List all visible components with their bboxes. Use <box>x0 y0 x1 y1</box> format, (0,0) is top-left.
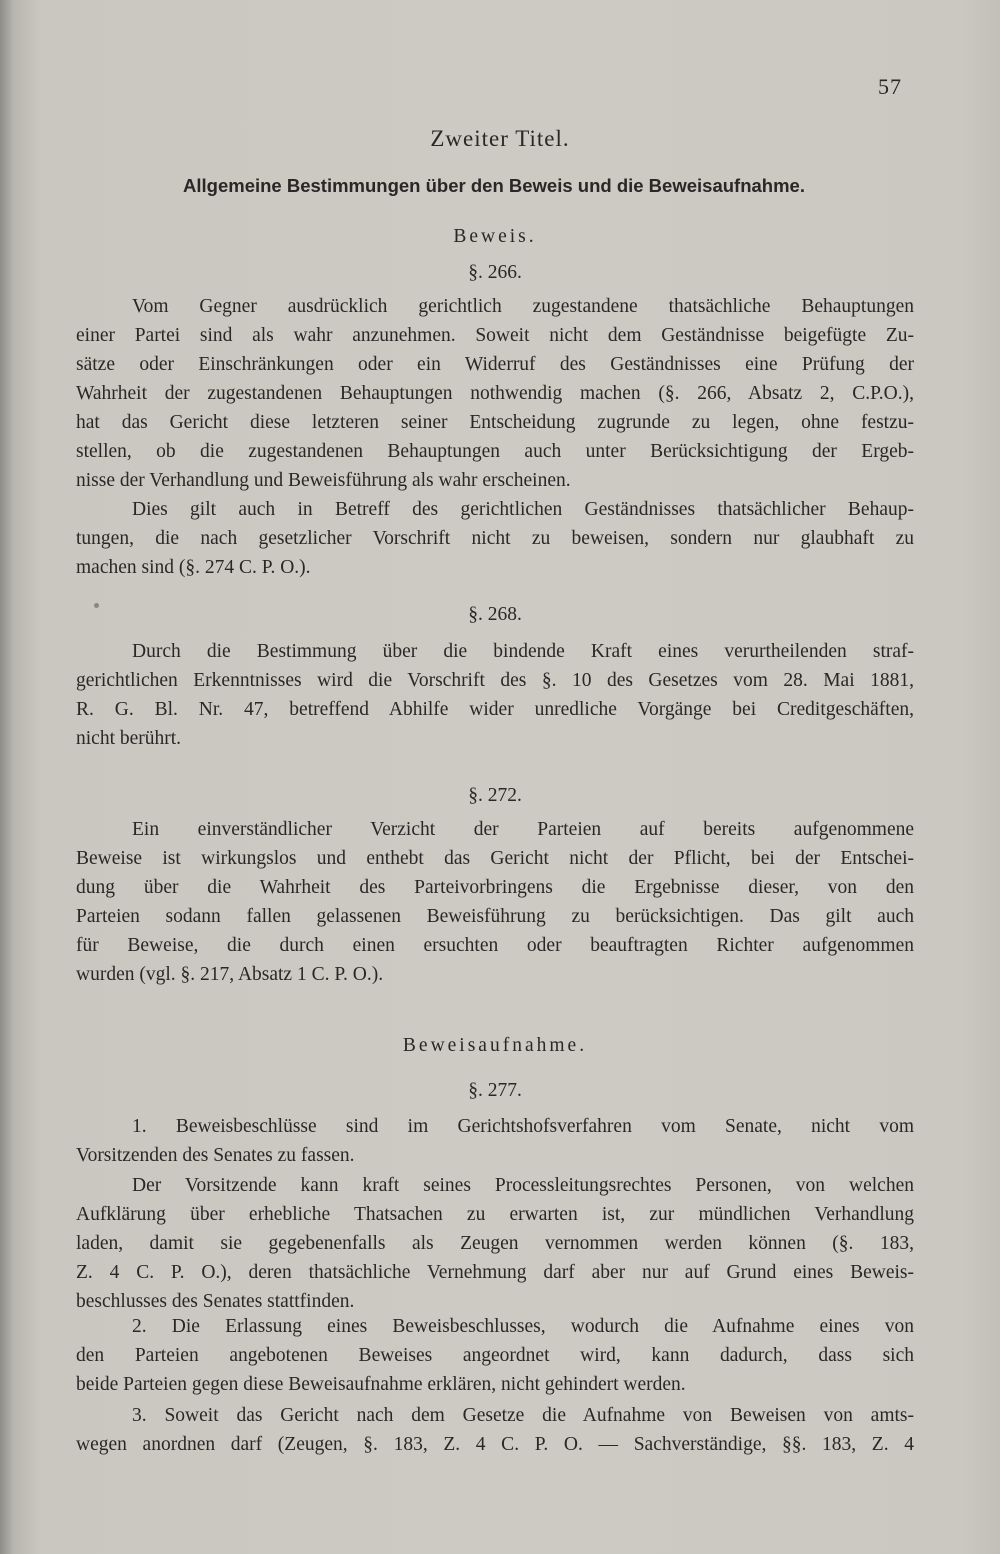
section-heading-beweisaufnahme: Beweisaufnahme. <box>402 1035 588 1056</box>
text-line: 2. Die Erlassung eines Beweisbeschlusses, wodurch die Aufnahme eines von <box>132 1316 914 1337</box>
text-line: Durch die Bestimmung über die bindende Kraft eines verurtheilenden straf- <box>132 641 914 662</box>
text-line: Dies gilt auch in Betreff des gerichtlichen Geständnisses thatsächlicher Behaup- <box>132 499 914 520</box>
text-line: Wahrheit der zugestandenen Behauptungen nothwendig machen (§. 266, Absatz 2, C.P.O.), <box>76 383 914 404</box>
text-line: Beweise ist wirkungslos und enthebt das Gericht nicht der Pflicht, bei der Entschei- <box>76 848 914 869</box>
text-line: den Parteien angebotenen Beweises angeordnet wird, kann dadurch, dass sich <box>76 1345 914 1366</box>
chapter-title: Zweiter Titel. <box>430 126 570 151</box>
text-line: 1. Beweisbeschlüsse sind im Gerichtshofsverfahren vom Senate, nicht vom <box>132 1116 914 1137</box>
text-line: hat das Gericht diese letzteren seiner Entscheidung zugrunde zu legen, ohne festzu- <box>76 412 914 433</box>
text-line: Ein einverständlicher Verzicht der Parteien auf bereits aufgenommene <box>132 819 914 840</box>
text-line: einer Partei sind als wahr anzunehmen. Soweit nicht dem Geständnisse beigefügte Zu- <box>76 325 914 346</box>
paragraph-268-text-1 <box>76 637 914 753</box>
text-line: wegen anordnen darf (Zeugen, §. 183, Z. 4 C. P. O. — Sachverständige, §§. 183, Z. 4 <box>76 1434 914 1455</box>
page-number: 57 <box>878 74 902 99</box>
text-line: laden, damit sie gegebenenfalls als Zeugen vernommen werden können (§. 183, <box>76 1233 914 1254</box>
section-heading-beweis: Beweis. <box>453 226 537 247</box>
text-line: stellen, ob die zugestandenen Behauptungen auch unter Berücksichtigung der Ergeb- <box>76 441 914 462</box>
text-line: 3. Soweit das Gericht nach dem Gesetze die Aufnahme von Beweisen von amts- <box>132 1405 914 1426</box>
text-line: beide Parteien gegen diese Beweisaufnahme erklären, nicht gehindert werden. <box>76 1374 686 1395</box>
text-line: nisse der Verhandlung und Beweisführung als wahr erscheinen. <box>76 470 571 491</box>
text-line: Vom Gegner ausdrücklich gerichtlich zugestandene thatsächliche Behauptungen <box>132 296 914 317</box>
text-line: beschlusses des Senates stattfinden. <box>76 1291 355 1312</box>
paragraph-266-text-2 <box>76 495 914 582</box>
text-line: tungen, die nach gesetzlicher Vorschrift nicht zu beweisen, sondern nur glaubhaft zu <box>76 528 914 549</box>
paragraph-277-text-3 <box>76 1312 914 1399</box>
paragraph-number-266: §. 266. <box>468 262 522 283</box>
text-line: für Beweise, die durch einen ersuchten oder beauftragten Richter aufgenommen <box>76 935 914 956</box>
paragraph-277-text-4 <box>76 1401 914 1459</box>
text-line: Aufklärung über erhebliche Thatsachen zu erwarten ist, zur mündlichen Verhandlung <box>76 1204 914 1225</box>
paragraph-number-277: §. 277. <box>468 1080 522 1101</box>
text-line: Parteien sodann fallen gelassenen Beweisführung zu berücksichtigen. Das gilt auch <box>76 906 914 927</box>
text-line: machen sind (§. 274 C. P. O.). <box>76 557 311 578</box>
text-line: R. G. Bl. Nr. 47, betreffend Abhilfe wider unredliche Vorgänge bei Creditgeschäften, <box>76 699 914 720</box>
text-line: dung über die Wahrheit des Parteivorbringens die Ergebnisse dieser, von den <box>76 877 914 898</box>
text-line: nicht berührt. <box>76 728 182 749</box>
paragraph-number-268: §. 268. <box>468 604 522 625</box>
paragraph-number-272: §. 272. <box>468 785 522 806</box>
paragraph-277-text-1 <box>76 1112 914 1170</box>
text-line: Z. 4 C. P. O.), deren thatsächliche Vernehmung darf aber nur auf Grund eines Beweis- <box>76 1262 914 1283</box>
paragraph-266-text-1 <box>76 292 914 495</box>
text-line: sätze oder Einschränkungen oder ein Widerruf des Geständnisses eine Prüfung der <box>76 354 914 375</box>
chapter-subtitle: Allgemeine Bestimmungen über den Beweis und die Beweisaufnahme. <box>183 175 805 196</box>
text-line: gerichtlichen Erkenntnisses wird die Vorschrift des §. 10 des Gesetzes vom 28. Mai 1881, <box>76 670 914 691</box>
text-line: Vorsitzenden des Senates zu fassen. <box>76 1145 355 1166</box>
paragraph-277-text-2 <box>76 1171 914 1316</box>
paragraph-272-text-1 <box>76 815 914 989</box>
text-line: wurden (vgl. §. 217, Absatz 1 C. P. O.). <box>76 964 384 985</box>
text-line: Der Vorsitzende kann kraft seines Processleitungsrechtes Personen, von welchen <box>132 1175 914 1196</box>
